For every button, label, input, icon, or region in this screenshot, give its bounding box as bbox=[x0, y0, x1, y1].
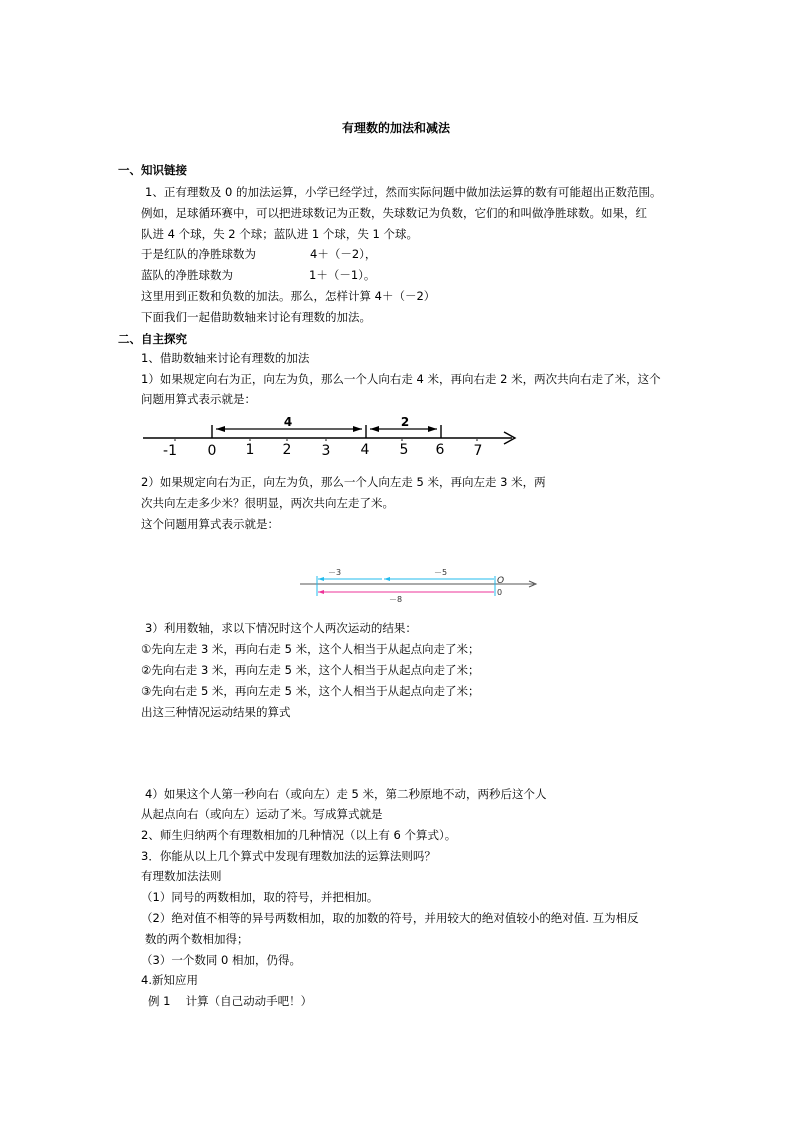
red-team-expression: 4＋（－2）， bbox=[310, 247, 377, 261]
question-line: 次共向左走多少米？很明显，两次共向左走了米。 bbox=[141, 496, 394, 510]
paragraph-line: 例如，足球循环赛中，可以把进球数记为正数，失球数记为负数，它们的和叫做净胜球数。如果，红 bbox=[141, 206, 647, 220]
example-line: 例 1 计算（自己动动手吧！） bbox=[148, 994, 313, 1008]
number-line-figure-1 bbox=[140, 413, 540, 463]
arrowhead bbox=[428, 426, 437, 432]
segment-label: －3 bbox=[328, 568, 342, 577]
paragraph-line: 1、正有理数及 0 的加法运算，小学已经学过，然而实际问题中做加法运算的数有可能超出正数范围。 bbox=[145, 185, 662, 199]
arrowhead bbox=[384, 577, 390, 581]
arrowhead bbox=[353, 426, 362, 432]
arrowhead bbox=[318, 590, 324, 594]
rule-line: （1）同号的两数相加，取的符号，并把相加。 bbox=[141, 890, 379, 904]
rule-line: （2）绝对值不相等的异号两数相加，取的加数的符号，并用较大的绝对值较小的绝对值. 互为相反 bbox=[141, 911, 639, 925]
tick-label: 3 bbox=[321, 443, 331, 459]
section-heading-knowledge: 一、知识链接 bbox=[118, 163, 187, 177]
case-line: ①先向左走 3 米，再向右走 5 米，这个人相当于从起点向走了米； bbox=[141, 642, 480, 656]
paragraph-line: 下面我们一起借助数轴来讨论有理数的加法。 bbox=[141, 310, 371, 324]
paragraph-line: 这里用到正数和负数的加法。那么，怎样计算 4＋（－2） bbox=[141, 289, 436, 303]
tick-label: -1 bbox=[163, 443, 177, 459]
red-team-label: 于是红队的净胜球数为 bbox=[141, 247, 256, 261]
subsection-line: 1、借助数轴来讨论有理数的加法 bbox=[141, 351, 310, 365]
question-line: 这个问题用算式表示就是： bbox=[141, 517, 279, 531]
segment-label: 2 bbox=[400, 415, 410, 429]
question-line: 从起点向右（或向左）运动了米。写成算式就是 bbox=[141, 807, 383, 821]
blue-team-label: 蓝队的净胜球数为 bbox=[141, 268, 233, 282]
subsection-line: 3．你能从以上几个算式中发现有理数加法的运算法则吗？ bbox=[141, 849, 436, 863]
tick-label: 6 bbox=[435, 442, 445, 458]
question-line: 1）如果规定向右为正，向左为负，那么一个人向右走 4 米，再向右走 2 米，两次共向右走了米，这个 bbox=[141, 372, 661, 386]
arrowhead bbox=[216, 426, 225, 432]
question-line: 问题用算式表示就是： bbox=[141, 392, 256, 406]
case-line: ③先向右走 5 米，再向左走 5 米，这个人相当于从起点向走了米； bbox=[141, 684, 480, 698]
paragraph-line: 队进 4 个球，失 2 个球；蓝队进 1 个球，失 1 个球。 bbox=[141, 227, 419, 241]
case-line: ②先向右走 3 米，再向左走 5 米，这个人相当于从起点向走了米； bbox=[141, 663, 480, 677]
tick-label: 7 bbox=[473, 443, 483, 459]
section-heading-explore: 二、自主探究 bbox=[118, 332, 187, 346]
question-line: 2）如果规定向右为正，向左为负，那么一个人向左走 5 米，再向左走 3 米，两 bbox=[141, 475, 546, 489]
question-line: 4）如果这个人第一秒向右（或向左）走 5 米，第二秒原地不动，两秒后这个人 bbox=[145, 787, 547, 801]
rule-title: 有理数加法法则 bbox=[141, 869, 222, 883]
tick-label: 4 bbox=[360, 442, 370, 458]
tick-label: 0 bbox=[207, 443, 217, 459]
origin-label: 0 bbox=[497, 588, 503, 597]
tick-label: 5 bbox=[399, 442, 409, 458]
arrowhead bbox=[318, 577, 324, 581]
case-line: 出这三种情况运动结果的算式 bbox=[141, 705, 291, 719]
segment-label: －5 bbox=[434, 568, 448, 577]
rule-line: 数的两个数相加得； bbox=[145, 932, 249, 946]
question-line: 3）利用数轴，求以下情况时这个人两次运动的结果： bbox=[145, 621, 417, 635]
segment-label: 4 bbox=[283, 415, 293, 429]
blue-team-expression: 1＋（－1）。 bbox=[309, 268, 376, 282]
origin-label: O bbox=[497, 576, 505, 586]
subsection-line: 4.新知应用 bbox=[141, 973, 198, 987]
subsection-line: 2、师生归纳两个有理数相加的几种情况（以上有 6 个算式）。 bbox=[141, 828, 457, 842]
arrowhead bbox=[370, 426, 379, 432]
rule-line: （3）一个数同 0 相加，仍得。 bbox=[141, 953, 301, 967]
tick-dots bbox=[174, 439, 478, 441]
page-title: 有理数的加法和减法 bbox=[342, 121, 451, 135]
segment-label: －8 bbox=[389, 595, 403, 604]
tick-label: 2 bbox=[282, 442, 292, 458]
number-line-figure-2 bbox=[298, 562, 548, 607]
tick-label: 1 bbox=[245, 442, 255, 458]
